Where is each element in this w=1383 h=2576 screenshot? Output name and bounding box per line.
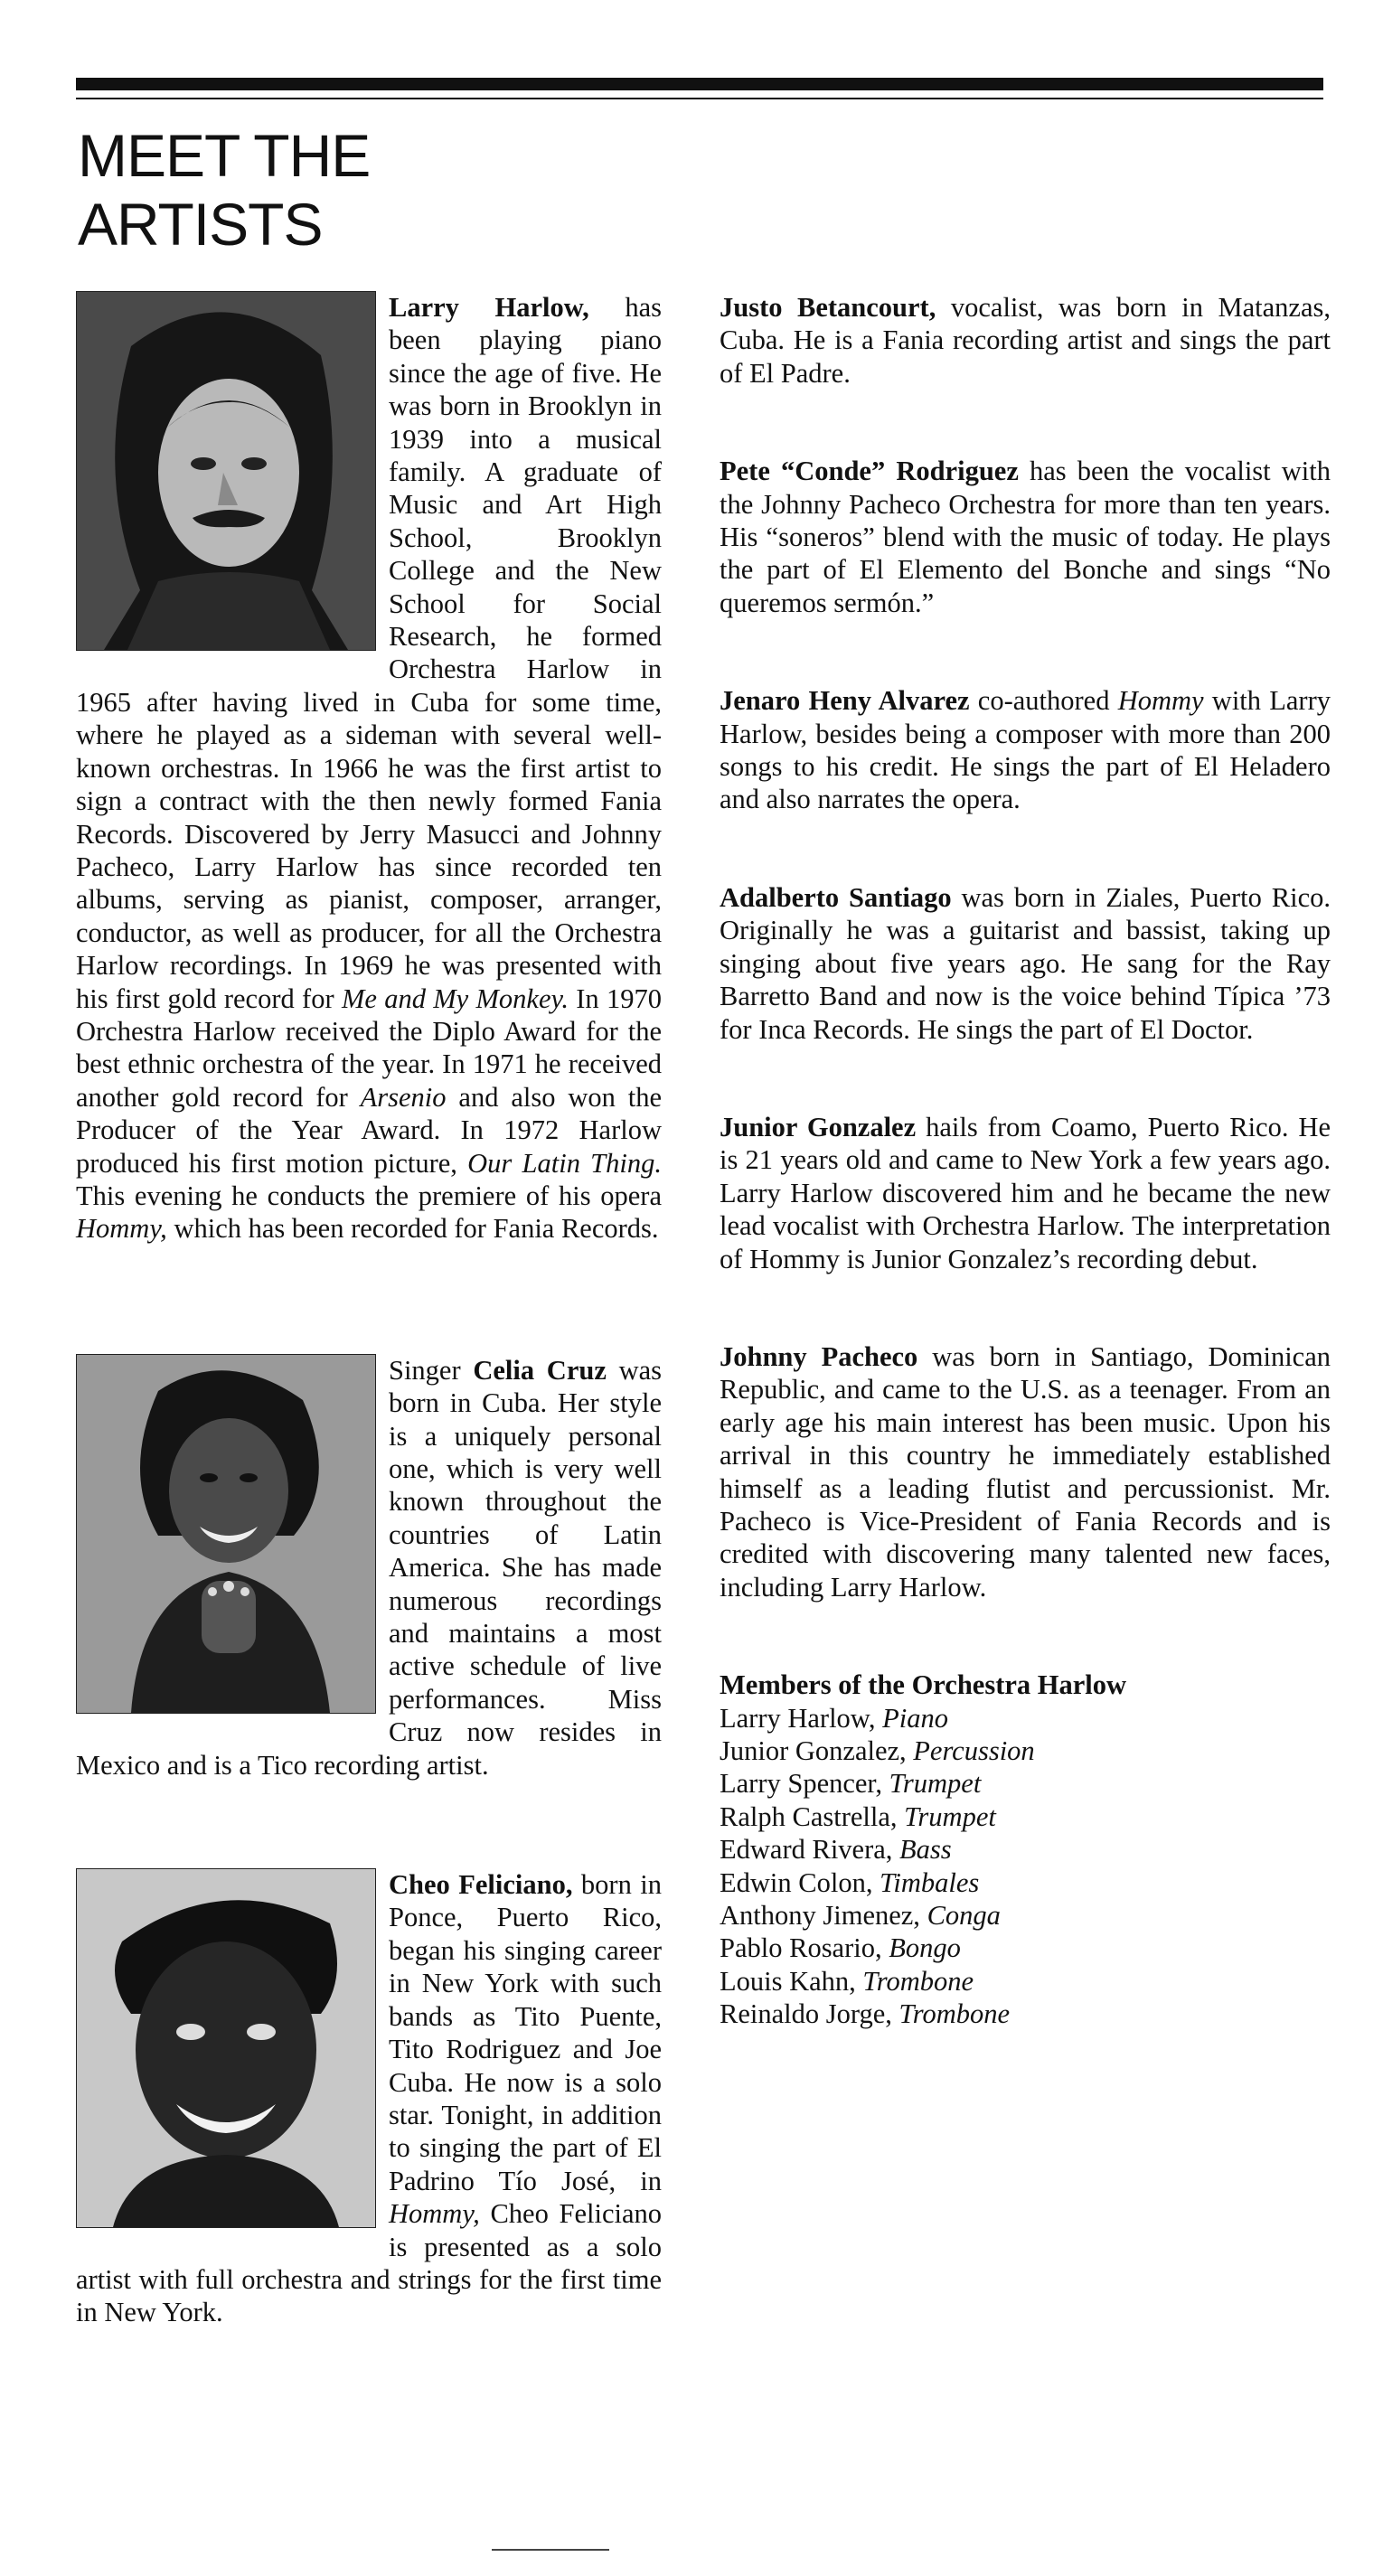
portrait-image-icon bbox=[77, 292, 375, 650]
member-name: Pablo Rosario, bbox=[720, 1932, 882, 1964]
member-instrument: Timbales bbox=[880, 1866, 980, 1898]
list-item bbox=[720, 1899, 1331, 1932]
member-name: Larry Spencer, bbox=[720, 1768, 882, 1800]
bio-cheo-feliciano bbox=[76, 1868, 662, 2329]
list-item bbox=[720, 1932, 1331, 1964]
page-title-line-2: ARTISTS bbox=[78, 191, 323, 258]
bio-text: born in Ponce, Puerto Rico, began his singing career in New York with such bands as Tito Puente, Tito Rodriguez and Joe Cuba. He now is a solo star. Tonight, in addition to singing the part of El Padrino Tío José, in bbox=[389, 1869, 662, 2196]
bio-text: co-authored bbox=[969, 685, 1118, 717]
bio-adalberto-santiago bbox=[720, 881, 1331, 1046]
header-rule-thin bbox=[76, 98, 1323, 99]
right-column bbox=[720, 291, 1331, 2031]
artist-name: Larry Harlow, bbox=[389, 292, 589, 323]
artist-name: Johnny Pacheco bbox=[720, 1340, 918, 1372]
bio-text: was born in Cuba. Her style is a uniquely personal one, which is very well known throughout the countries of Latin America. She has made numerous recordings and maintains a most active schedule of live performances. Miss Cruz now resides in Mexico and is a Tico recording artist. bbox=[76, 1354, 663, 1781]
artist-name: Adalberto Santiago bbox=[720, 881, 952, 913]
portrait-image-icon bbox=[77, 1869, 375, 2227]
bio-text: was born in Ziales, Puerto Rico. Originally he was a guitarist and bassist, taking up singing about five years ago. He sang for the Ray Barretto Band and now is the voice behind Típica ’73 for Inca Records. He sings the part of El Doctor. bbox=[720, 881, 1331, 1045]
opera-title: Hommy, bbox=[76, 1213, 167, 1245]
bio-celia-cruz bbox=[76, 1354, 662, 1782]
artist-name: Pete “Conde” Rodriguez bbox=[720, 456, 1019, 487]
spacer bbox=[720, 1275, 1331, 1340]
page-title-line-1: MEET THE bbox=[78, 122, 371, 189]
member-name: Edward Rivera, bbox=[720, 1834, 893, 1866]
footer-rule bbox=[492, 2549, 609, 2551]
member-name: Louis Kahn, bbox=[720, 1965, 856, 1997]
bio-text: Singer bbox=[389, 1354, 474, 1386]
bio-pete-conde-rodriguez bbox=[720, 455, 1331, 619]
artist-name: Cheo Feliciano, bbox=[389, 1869, 573, 1901]
bio-text: vocalist, was born in Matanzas, Cuba. He is a Fania recording artist and sings the part of El Padre. bbox=[720, 292, 1331, 389]
spacer bbox=[720, 1046, 1331, 1111]
film-title: Our Latin Thing. bbox=[467, 1147, 662, 1179]
bio-text: was born in Santiago, Dominican Republic, and came to the U.S. as a teenager. From an early age his main interest has been music. Upon his arrival in this country he immediately established himself as a leading flutist and percussionist. Mr. Pacheco is Vice-President of Fania Records and is credited with discovering many talented new faces, including Larry Harlow. bbox=[720, 1340, 1331, 1603]
bio-text: Cheo Feliciano is presented as a solo artist with full orchestra and strings for the first time in New York. bbox=[76, 2198, 662, 2328]
list-item bbox=[720, 1866, 1331, 1899]
member-name: Ralph Castrella, bbox=[720, 1800, 898, 1832]
list-item bbox=[720, 1800, 1331, 1833]
list-item bbox=[720, 1965, 1331, 1998]
celia-cruz-photo bbox=[76, 1354, 376, 1714]
bio-larry-harlow bbox=[76, 291, 662, 1246]
bio-junior-gonzalez bbox=[720, 1111, 1331, 1275]
bio-text: In 1970 Orchestra Harlow received the Diplo Award for the best ethnic orchestra of the year. In 1971 he received another gold record for bbox=[76, 982, 662, 1113]
list-item bbox=[720, 1735, 1331, 1767]
bio-text: which has been recorded for Fania Records. bbox=[166, 1213, 659, 1245]
members-list bbox=[720, 1702, 1331, 2031]
header-rule-thick bbox=[76, 78, 1323, 90]
member-instrument: Piano bbox=[882, 1702, 948, 1734]
member-instrument: Bass bbox=[899, 1834, 952, 1866]
bio-text: and also won the Producer of the Year Award. In 1972 Harlow produced his first motion picture, bbox=[76, 1081, 662, 1179]
member-name: Larry Harlow, bbox=[720, 1702, 876, 1734]
members-title: Members of the Orchestra Harlow bbox=[720, 1669, 1127, 1701]
bio-text: with Larry Harlow, besides being a composer with more than 200 songs to his credit. He sings the part of El Heladero and also narrates the opera. bbox=[720, 685, 1331, 815]
spacer bbox=[720, 619, 1331, 684]
spacer bbox=[720, 816, 1331, 881]
bio-johnny-pacheco bbox=[720, 1340, 1331, 1603]
portrait-image-icon bbox=[77, 1355, 375, 1713]
album-title: Me and My Monkey. bbox=[341, 982, 569, 1014]
member-instrument: Bongo bbox=[889, 1932, 961, 1964]
member-instrument: Trombone bbox=[898, 1998, 1011, 2030]
member-name: Anthony Jimenez, bbox=[720, 1900, 920, 1932]
bio-text: has been the vocalist with the Johnny Pacheco Orchestra for more than ten years. His “soneros” blend with the music of today. He plays the part of El Elemento del Bonche and sings “No queremos sermón.” bbox=[720, 456, 1331, 618]
member-name: Junior Gonzalez, bbox=[720, 1735, 907, 1766]
spacer bbox=[76, 1782, 662, 1868]
larry-harlow-photo bbox=[76, 291, 376, 651]
artist-name: Celia Cruz bbox=[473, 1354, 607, 1386]
member-instrument: Percussion bbox=[913, 1735, 1035, 1766]
spacer bbox=[720, 1603, 1331, 1669]
member-instrument: Trombone bbox=[862, 1965, 974, 1997]
page-title bbox=[78, 121, 370, 259]
spacer bbox=[720, 390, 1331, 455]
member-name: Reinaldo Jorge, bbox=[720, 1998, 892, 2030]
list-item bbox=[720, 1767, 1331, 1800]
opera-title: Hommy bbox=[1117, 685, 1204, 717]
cheo-feliciano-photo bbox=[76, 1868, 376, 2228]
artist-name: Jenaro Heny Alvarez bbox=[720, 685, 970, 717]
artist-name: Junior Gonzalez bbox=[720, 1111, 917, 1142]
bio-justo-betancourt bbox=[720, 291, 1331, 390]
bio-text: hails from Coamo, Puerto Rico. He is 21 years old and came to New York a few years ago. Larry Harlow discovered him and he became the new lead vocalist with Orchestra Harlow. The interpretation of Hommy is Junior Gonzalez’s recording debut. bbox=[720, 1111, 1331, 1274]
member-instrument: Trumpet bbox=[889, 1768, 982, 1800]
opera-title: Hommy, bbox=[389, 2198, 480, 2230]
album-title: Arsenio bbox=[360, 1081, 447, 1113]
member-name: Edwin Colon, bbox=[720, 1866, 873, 1898]
bio-text: has been playing piano since the age of five. He was born in Brooklyn in 1939 into a musical family. A graduate of Music and Art High School, Brooklyn College and the New School for Social Research, he formed Orchestra Harlow in 1965 after having lived in Cuba for some time, where he played as a sideman with several well-known orchestras. In 1966 he was the first artist to sign a contract with the then newly formed Fania Records. Discovered by Jerry Masucci and Johnny Pacheco, Larry Harlow has since recorded ten albums, serving as pianist, composer, arranger, conductor, as well as producer, for all the Orchestra Harlow recordings. In 1969 he was presented with his first gold record for bbox=[76, 292, 662, 1014]
bio-text: This evening he conducts the premiere of his opera bbox=[76, 1180, 662, 1211]
list-item bbox=[720, 1998, 1331, 2030]
list-item bbox=[720, 1833, 1331, 1866]
bio-jenaro-heny-alvarez bbox=[720, 684, 1331, 816]
spacer bbox=[76, 1246, 662, 1354]
left-column bbox=[76, 291, 662, 2329]
list-item bbox=[720, 1702, 1331, 1735]
member-instrument: Trumpet bbox=[904, 1800, 996, 1832]
member-instrument: Conga bbox=[927, 1900, 1001, 1932]
artist-name: Justo Betancourt, bbox=[720, 292, 936, 323]
